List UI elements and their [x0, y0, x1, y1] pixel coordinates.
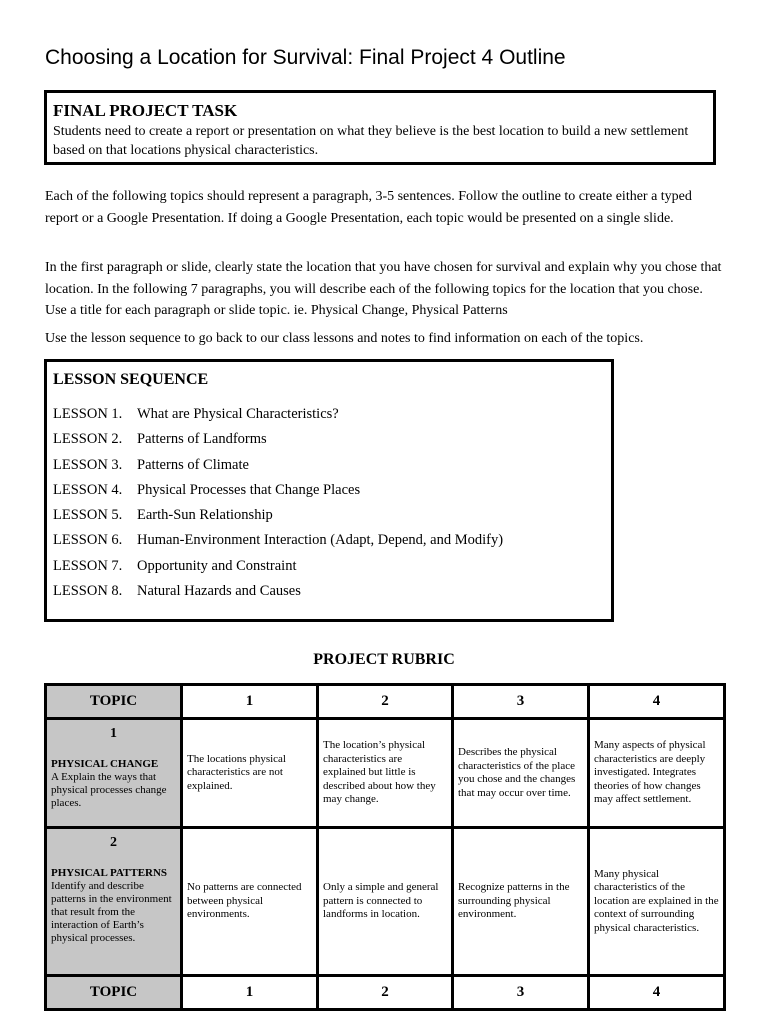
rubric-footer-score: 4	[589, 976, 725, 1010]
rubric-header-score: 1	[182, 685, 318, 719]
rubric-footer-score: 3	[453, 976, 589, 1010]
lesson-item	[53, 554, 605, 579]
rubric-header-topic: TOPIC	[46, 685, 182, 719]
rubric-cell: Many physical characteristics of the location are explained in the context of surrounding physical characteristics.	[589, 828, 725, 976]
rubric-footer-score: 2	[318, 976, 453, 1010]
lesson-title: Opportunity and Constraint	[137, 557, 297, 574]
topic-name: PHYSICAL PATTERNS	[51, 867, 168, 879]
page-title: Choosing a Location for Survival: Final Project 4 Outline	[45, 46, 566, 69]
lesson-item	[53, 402, 605, 427]
lesson-number: LESSON 5.	[53, 507, 123, 524]
topic-description: A Explain the ways that physical processes change places.	[51, 771, 167, 809]
lesson-title: Physical Processes that Change Places	[137, 481, 361, 498]
lesson-sequence-box	[44, 359, 614, 622]
rubric-title: PROJECT RUBRIC	[313, 651, 455, 668]
rubric-row	[46, 719, 725, 828]
lesson-title: Earth-Sun Relationship	[137, 507, 273, 524]
lesson-item	[53, 453, 605, 478]
rubric-cell: Recognize patterns in the surrounding physical environment.	[453, 828, 589, 976]
task-description: Students need to create a report or presentation on what they believe is the best location to build a new settlement based on that locations physical characteristics.	[53, 124, 689, 158]
lesson-title: Natural Hazards and Causes	[137, 583, 301, 600]
lesson-number: LESSON 7.	[53, 557, 123, 574]
task-heading: FINAL PROJECT TASK	[53, 101, 238, 120]
lesson-number: LESSON 1.	[53, 406, 123, 422]
rubric-cell: The locations physical characteristics are not explained.	[182, 719, 318, 828]
lesson-title: Patterns of Landforms	[137, 431, 267, 448]
intro-paragraph-2: In the first paragraph or slide, clearly state the location that you have chosen for survival and explain why you chose that location. In the following 7 paragraphs, you will describe each of the following topics for the location that you chose. Use a title for each paragraph or slide topic. ie. Physical Change, Physical Patterns	[45, 260, 722, 318]
rubric-cell: Only a simple and general pattern is connected to landforms in location.	[318, 828, 453, 976]
rubric-table	[44, 683, 726, 1011]
rubric-cell: No patterns are connected between physical environments.	[182, 828, 318, 976]
rubric-topic-cell	[46, 828, 182, 976]
topic-name: PHYSICAL CHANGE	[51, 758, 159, 770]
rubric-topic-cell	[46, 719, 182, 828]
intro-paragraph-3: Use the lesson sequence to go back to our class lessons and notes to find information on each of the topics.	[45, 331, 644, 346]
lesson-number: LESSON 3.	[53, 456, 123, 473]
rubric-footer-score: 1	[182, 976, 318, 1010]
topic-number: 1	[110, 726, 117, 741]
rubric-header-row	[46, 685, 725, 719]
lesson-number: LESSON 8.	[53, 583, 123, 600]
topic-number: 2	[110, 835, 117, 850]
lesson-sequence-heading: LESSON SEQUENCE	[53, 371, 209, 388]
final-project-task-box	[44, 90, 716, 165]
rubric-cell: The location’s physical characteristics are explained but little is described about how they may change.	[318, 719, 453, 828]
lesson-item	[53, 579, 605, 604]
lesson-item	[53, 478, 605, 503]
lesson-number: LESSON 4.	[53, 481, 123, 498]
rubric-cell: Describes the physical characteristics of the place you chose and the changes that may occur over time.	[453, 719, 589, 828]
lesson-item	[53, 503, 605, 528]
lesson-title: Patterns of Climate	[137, 456, 249, 473]
rubric-cell: Many aspects of physical characteristics are deeply investigated. Integrates theories of how changes may affect settlement.	[589, 719, 725, 828]
rubric-footer-topic: TOPIC	[46, 976, 182, 1010]
rubric-header-score: 4	[589, 685, 725, 719]
lesson-item	[53, 427, 605, 452]
lesson-item	[53, 528, 605, 553]
lesson-number: LESSON 2.	[53, 431, 123, 448]
rubric-header-score: 3	[453, 685, 589, 719]
lesson-number: LESSON 6.	[53, 532, 123, 549]
topic-description: Identify and describe patterns in the environment that result from the interaction of Earth’s physical processes.	[51, 880, 172, 944]
rubric-footer-row	[46, 976, 725, 1010]
lesson-title: What are Physical Characteristics?	[137, 406, 339, 422]
lesson-title: Human-Environment Interaction (Adapt, Depend, and Modify)	[137, 532, 504, 549]
rubric-row	[46, 828, 725, 976]
rubric-header-score: 2	[318, 685, 453, 719]
intro-paragraph-1: Each of the following topics should represent a paragraph, 3-5 sentences. Follow the outline to create either a typed report or a Google Presentation. If doing a Google Presentation, each topic would be presented on a single slide.	[45, 189, 692, 226]
